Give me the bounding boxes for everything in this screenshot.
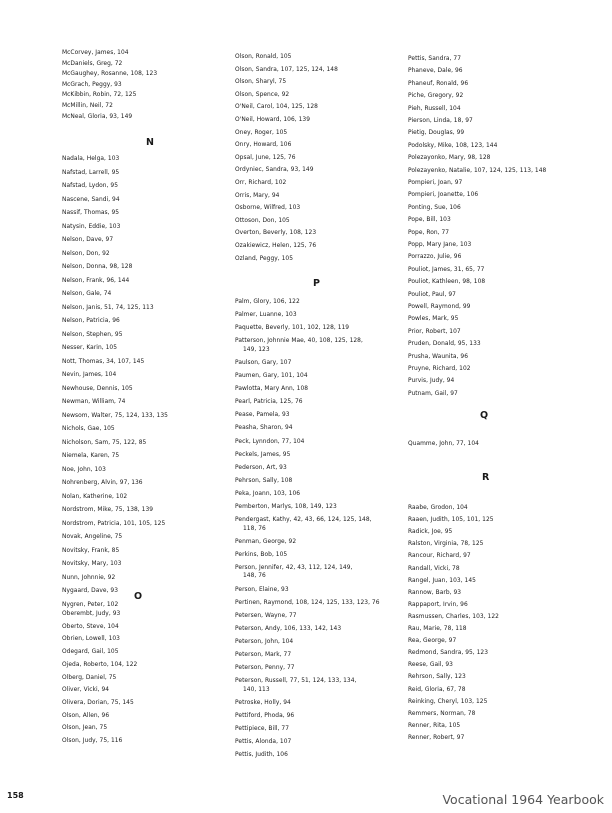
index-entry: Rasmussen, Charles, 103, 122	[408, 613, 499, 620]
index-entry: Nicholson, Sam, 75, 122, 85	[62, 439, 147, 446]
index-entry: 118, 76	[243, 525, 266, 532]
section-letter-q: Q	[480, 410, 489, 421]
index-entry: McGaughey, Rosanne, 108, 123	[62, 71, 158, 78]
index-entry: Pettiford, Phoda, 96	[235, 712, 295, 719]
index-entry: Pehrson, Sally, 108	[235, 477, 293, 484]
index-entry: Pertinen, Raymond, 108, 124, 125, 133, 123, 76	[235, 599, 380, 606]
index-entry: 140, 113	[243, 686, 270, 693]
index-entry: McGrach, Peggy, 93	[62, 81, 122, 88]
yearbook-watermark: Vocational 1964 Yearbook	[442, 792, 604, 807]
index-entry: Purvis, Judy, 94	[408, 378, 455, 385]
index-entry: O'Neil, Carol, 104, 125, 128	[235, 104, 318, 111]
index-entry: McNeal, Gloria, 93, 149	[62, 113, 133, 120]
index-entry: McKibbin, Robin, 72, 125	[62, 92, 137, 99]
index-entry: McCorvey, James, 104	[62, 50, 129, 56]
index-entry: Oberembt, Judy, 93	[62, 611, 121, 617]
index-entry: Nelson, Janis, 51, 74, 125, 113	[62, 304, 154, 311]
index-entry: Redmond, Sandra, 95, 123	[408, 650, 489, 657]
index-entry: Powles, Mark, 95	[408, 316, 459, 323]
index-entry: Nohrenberg, Alvin, 97, 136	[62, 480, 143, 486]
index-entry: Peckels, James, 95	[235, 451, 291, 458]
index-entry: Paulson, Gary, 107	[235, 359, 292, 366]
index-entry: Olson, Jean, 75	[62, 725, 108, 732]
index-entry: Noe, John, 103	[62, 466, 106, 473]
index-entry: Ralston, Virginia, 78, 125	[408, 541, 484, 548]
index-entry: Nesser, Karin, 105	[62, 345, 118, 351]
index-entry: Polezayenko, Natalie, 107, 124, 125, 113, 148	[408, 167, 547, 174]
index-entry: Perkins, Bob, 105	[235, 551, 288, 558]
index-entry: Ojeda, Roberto, 104, 122	[62, 661, 138, 668]
index-entry: Nelson, Frank, 96, 144	[62, 277, 130, 284]
index-entry: Peterson, Mark, 77	[235, 652, 292, 659]
index-entry: Onry, Howard, 106	[235, 142, 292, 149]
index-entry: Nassif, Thomas, 95	[62, 210, 120, 216]
index-entry: Peck, Lynndon, 77, 104	[235, 438, 305, 445]
index-entry: Pompieri, Joan, 97	[408, 180, 463, 186]
index-entry: Petroske, Holly, 94	[235, 699, 291, 706]
index-entry: Reese, Gail, 93	[408, 662, 453, 669]
index-entry: Olberg, Daniel, 75	[62, 674, 117, 681]
index-entry: Newhouse, Dennis, 105	[62, 385, 133, 392]
index-entry: Pendergast, Kathy, 42, 43, 66, 124, 125, 148,	[235, 517, 372, 524]
index-entry: Pruyne, Richard, 102	[408, 366, 471, 372]
index-entry: Peterson, Russell, 77, 51, 124, 133, 134,	[235, 678, 357, 685]
index-entry: Ottoson, Don, 105	[235, 217, 290, 224]
index-entry: Ponting, Sue, 106	[408, 204, 461, 211]
index-entry: Olivera, Dorian, 75, 145	[62, 699, 134, 706]
index-entry: Peterson, John, 104	[235, 638, 294, 645]
section-letter-n: N	[146, 137, 154, 148]
index-entry: Pettis, Judith, 106	[235, 752, 288, 759]
index-entry: Nygren, Peter, 102	[62, 601, 119, 608]
index-entry: Raaen, Judith, 105, 101, 125	[408, 517, 494, 524]
index-entry: Olson, Ronald, 105	[235, 54, 292, 60]
index-entry: Rannow, Barb, 93	[408, 589, 462, 596]
index-entry: Pouliot, Paul, 97	[408, 291, 456, 298]
index-entry: Pettis, Sandra, 77	[408, 56, 462, 62]
index-entry: Odegard, Gail, 105	[62, 649, 119, 656]
index-entry: Newman, William, 74	[62, 399, 126, 405]
index-entry: Pruden, Donald, 95, 133	[408, 341, 481, 348]
index-entry: Peka, Joann, 103, 106	[235, 490, 301, 497]
index-entry: Nelson, Donna, 98, 128	[62, 264, 133, 270]
index-entry: Oliver, Vicki, 94	[62, 687, 110, 694]
section-letter-p: P	[313, 278, 320, 289]
index-entry: Nascene, Sandi, 94	[62, 196, 120, 203]
index-entry: Renner, Rita, 105	[408, 722, 461, 729]
index-entry: O'Neil, Howard, 106, 139	[235, 117, 310, 123]
index-entry: Natysin, Eddie, 103	[62, 223, 121, 230]
index-entry: Olson, Sandra, 107, 125, 124, 148	[235, 66, 338, 73]
index-entry: Nichols, Gae, 105	[62, 426, 115, 432]
index-entry: Nelson, Stephen, 95	[62, 331, 123, 338]
index-entry: Olson, Sharyl, 75	[235, 79, 287, 86]
index-entry: Pettis, Alonda, 107	[235, 739, 292, 746]
index-entry: Novak, Angeline, 75	[62, 534, 123, 540]
index-entry: Olson, Spence, 92	[235, 91, 290, 98]
section-letter-o: O	[134, 591, 143, 602]
index-entry: Putnam, Gail, 97	[408, 390, 458, 397]
index-entry: Nevin, James, 104	[62, 372, 117, 378]
index-entry: Pompieri, Joanette, 106	[408, 192, 479, 199]
index-entry: Prusha, Waunita, 96	[408, 353, 469, 360]
index-entry: Olson, Allen, 96	[62, 712, 110, 719]
index-entry: McMillin, Neil, 72	[62, 103, 113, 109]
index-entry: Olson, Judy, 75, 116	[62, 738, 123, 744]
index-entry: Nafstad, Lydon, 95	[62, 183, 119, 189]
index-entry: Phaneuf, Ronald, 96	[408, 80, 469, 87]
index-entry: Piche, Gregory, 92	[408, 93, 464, 100]
index-entry: Nafstad, Larrell, 95	[62, 169, 120, 176]
index-entry: Nelson, Patricia, 96	[62, 318, 120, 324]
index-entry: Novitsky, Mary, 103	[62, 561, 122, 567]
index-entry: Niemela, Karen, 75	[62, 453, 120, 459]
index-entry: Orris, Mary, 94	[235, 192, 280, 199]
index-entry: Penman, George, 92	[235, 538, 297, 545]
index-entry: Patterson, Johnnie Mae, 40, 108, 125, 128,	[235, 338, 363, 345]
index-entry: Pierson, Linda, 18, 97	[408, 118, 473, 124]
index-entry: Pemberton, Marlys, 108, 149, 123	[235, 504, 337, 510]
index-entry: Pearl, Patricia, 125, 76	[235, 399, 303, 406]
index-entry: Peterson, Andy, 106, 133, 142, 143	[235, 625, 342, 632]
index-entry: Oberto, Steve, 104	[62, 623, 119, 630]
index-entry: Palm, Glory, 106, 122	[235, 299, 300, 305]
index-entry: Popp, Mary Jane, 103	[408, 242, 472, 248]
index-entry: Podolsky, Mike, 108, 123, 144	[408, 142, 498, 149]
index-entry: Pouliot, James, 31, 65, 77	[408, 266, 485, 273]
index-entry: Nordstrom, Mike, 75, 138, 139	[62, 507, 154, 513]
index-entry: Prior, Robert, 107	[408, 328, 461, 335]
index-entry: Ordyniec, Sandra, 93, 149	[235, 167, 314, 174]
index-entry: Pease, Pamela, 93	[235, 412, 290, 419]
index-entry: Overton, Beverly, 108, 123	[235, 230, 317, 237]
index-entry: Pettipiece, Bill, 77	[235, 726, 290, 733]
index-entry: Ozland, Peggy, 105	[235, 255, 294, 262]
index-entry: Pouliot, Kathleen, 98, 108	[408, 279, 486, 286]
index-entry: Nott, Thomas, 34, 107, 145	[62, 358, 145, 365]
index-entry: Rappaport, Irvin, 96	[408, 601, 468, 608]
index-entry: Opsal, June, 125, 76	[235, 154, 296, 161]
index-entry: 149, 123	[243, 346, 270, 353]
index-entry: Rangel, Juan, 103, 145	[408, 577, 476, 584]
index-entry: Renner, Robert, 97	[408, 734, 465, 741]
index-entry: Randall, Vicki, 78	[408, 565, 460, 572]
index-entry: Oney, Roger, 105	[235, 129, 288, 136]
index-entry: Polezayonko, Mary, 98, 128	[408, 155, 491, 162]
index-entry: Porrazzo, Julie, 96	[408, 254, 462, 261]
index-entry: Obrien, Lowell, 103	[62, 636, 120, 643]
index-entry: Raabe, Grodon, 104	[408, 505, 468, 511]
index-entry: Pope, Bill, 103	[408, 217, 451, 224]
index-entry: Remmers, Norman, 78	[408, 710, 476, 717]
index-entry: Nordstrom, Patricia, 101, 105, 125	[62, 520, 166, 527]
index-entry: Novitsky, Frank, 85	[62, 547, 120, 554]
index-entry: Pope, Ron, 77	[408, 229, 450, 236]
index-entry: Person, Jennifer, 42, 43, 112, 124, 149,	[235, 564, 353, 571]
index-entry: Peterson, Penny, 77	[235, 665, 295, 672]
page-number: 158	[7, 791, 24, 800]
index-entry: Nunn, Johnnie, 92	[62, 574, 116, 581]
index-entry: Person, Elaine, 93	[235, 586, 289, 593]
index-entry: Radick, Joe, 95	[408, 529, 453, 536]
index-entry: Newsom, Walter, 75, 124, 133, 135	[62, 412, 168, 419]
index-entry: Quamme, John, 77, 104	[408, 441, 479, 447]
index-entry: Pietig, Douglas, 99	[408, 130, 465, 137]
index-entry: Nolan, Katherine, 102	[62, 493, 128, 500]
index-entry: McDaniels, Greg, 72	[62, 60, 123, 67]
index-entry: Ozakiewicz, Helen, 125, 76	[235, 243, 317, 249]
index-entry: Paquette, Beverly, 101, 102, 128, 119	[235, 325, 350, 332]
index-entry: Peasha, Sharon, 94	[235, 425, 293, 432]
index-entry: Nelson, Don, 92	[62, 250, 110, 257]
index-entry: Paumen, Gary, 101, 104	[235, 373, 308, 379]
index-entry: Pederson, Art, 93	[235, 464, 287, 471]
index-entry: Osborne, Wilfred, 103	[235, 205, 301, 212]
index-entry: Rau, Marie, 78, 118	[408, 626, 467, 632]
index-entry: Nelson, Gale, 74	[62, 291, 112, 297]
index-entry: Rehrson, Sally, 123	[408, 674, 466, 681]
index-entry: Nygaard, Dave, 93	[62, 588, 118, 594]
index-entry: Palmer, Luanne, 103	[235, 312, 297, 319]
index-entry: Powell, Raymond, 99	[408, 304, 471, 310]
index-entry: 148, 76	[243, 573, 266, 580]
index-entry: Reinking, Cheryl, 103, 125	[408, 698, 488, 705]
index-entry: Phaneve, Dale, 96	[408, 68, 463, 75]
index-entry: Pawlotta, Mary Ann, 108	[235, 386, 309, 393]
index-entry: Pieh, Russell, 104	[408, 105, 461, 112]
index-entry: Rea, George, 97	[408, 638, 457, 645]
index-entry: Nelson, Dave, 97	[62, 237, 114, 243]
index-entry: Nadala, Helga, 103	[62, 156, 120, 162]
section-letter-r: R	[482, 472, 490, 483]
index-entry: Rancour, Richard, 97	[408, 553, 471, 560]
index-entry: Petersen, Wayne, 77	[235, 612, 297, 619]
index-entry: Orr, Richard, 102	[235, 180, 287, 186]
index-entry: Reid, Gloria, 67, 78	[408, 686, 466, 693]
